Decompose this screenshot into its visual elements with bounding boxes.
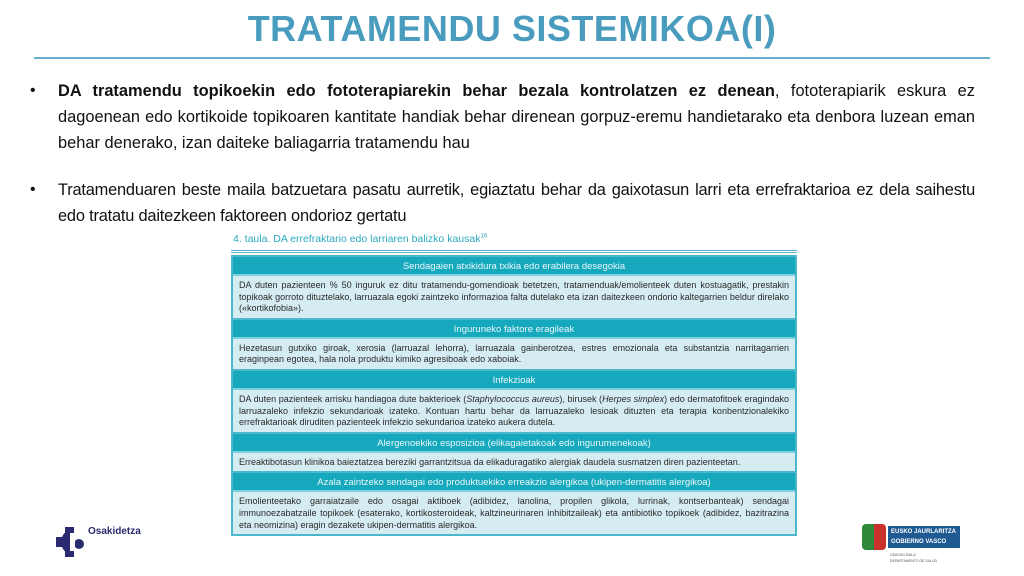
gobierno-vasco-logo [862, 522, 972, 570]
table-caption-text: 4. taula. DA errefraktario edo larriaren balizko kausak [233, 233, 481, 245]
body-text: DA duten pazienteek arrisku handiagoa dute bakterioek ( [239, 393, 467, 404]
bullet-list [30, 78, 975, 229]
table-section-heading: Sendagaien atxikidura txikia edo erabilera desegokia [233, 257, 795, 276]
gv-department [890, 552, 937, 564]
bullet-bold-text: DA tratamendu topikoekin edo fototerapiarekin behar bezala kontrolatzen ez denean [58, 82, 775, 100]
table-section-heading: Inguruneko faktore eragileak [233, 320, 795, 339]
gobierno-vasco-band [888, 526, 960, 548]
osakidetza-cross-icon [56, 527, 86, 557]
bullet-item [30, 177, 975, 229]
table-section-heading: Azala zaintzeko sendagai edo produktuekiko erreakzio alergikoa (ukipen-dermatitis alergikoa) [233, 473, 795, 492]
table-section-body: DA duten pazienteen % 50 inguruk ez ditu tratamendu-gomendioak betetzen, tratamenduak/emolienteek duten kostuagatik, prestakin topikoak gorroto dituztelako, larruazala egoki zaintzeko informazioa falta dutelako eta izan daitezkeen ondorio kaltegarrien beldur direlako («kortikofobia»). [233, 276, 795, 320]
table-section-body: Emolienteetako garraiatzaile edo osagai aktiboek (adibidez, lanolina, propilen glikola, lurrinak, kontserbanteak) sendagai immunoezabatzaile topikoek (esaterako, kortikosteroideak, kaltzineurinaren inhibitzaileak) eta antibiotiko topikoek (adibidez, bazitrazina eta neomizina) eragin dezakete ukipen-dermatitis alergikoa. [233, 492, 795, 534]
table-caption-reference: 16 [480, 233, 488, 240]
gv-line-1: EUSKO JAURLARITZA [891, 529, 957, 535]
gv-sub-2: DEPARTAMENTO DE SALUD [890, 559, 938, 563]
osakidetza-wordmark: Osakidetza [88, 526, 141, 537]
bullet-icon: • [30, 82, 36, 99]
table-section-body: Erreaktibotasun klinikoa baieztatzea bereziki garrantzitsua da elikaduragatiko alergiak daudela susmatzen diren pazienteetan. [233, 453, 795, 474]
table-section-heading: Infekzioak [233, 371, 795, 390]
bullet-item [30, 78, 975, 156]
causes-table [231, 255, 797, 536]
caption-divider [231, 250, 797, 253]
bullet-text: , fototerapiarik eskura ez dagoenean edo kortikoide topikoaren kantitate handiak behar direnean gorpuz-eremu handietarako eta denbora luzean eman behar denerako, izan daiteke baliagarria tratamendu hau [58, 82, 975, 152]
causes-table-figure [231, 233, 797, 536]
table-section-heading: Alergenoekiko esposizioa (elikagaietakoak edo ingurumenekoak) [233, 434, 795, 453]
body-text: ), birusek ( [559, 393, 603, 404]
table-section-body [233, 390, 795, 434]
gv-line-2: GOBIERNO VASCO [891, 539, 947, 545]
slide-title: TRATAMENDU SISTEMIKOA(I) [247, 8, 777, 49]
title-divider [34, 57, 990, 59]
gv-sub-1: OSASUN SAILA [890, 553, 916, 557]
species-name: Herpes simplex [602, 393, 665, 404]
bullet-icon: • [30, 181, 36, 198]
coat-of-arms-icon [862, 524, 886, 550]
species-name: Staphylococcus aureus [466, 393, 560, 404]
table-caption [233, 233, 797, 245]
bullet-text: Tratamenduaren beste maila batzuetara pasatu aurretik, egiaztatu behar da gaixotasun larri eta errefraktarioa ez dela saihestu edo tratatu daitezkeen faktoreen ondorioz gertatu [58, 181, 975, 225]
osakidetza-logo [56, 525, 156, 559]
body-text: ) edo dermatofitoek eragindako larruazaleko infekzio sekundarioak izateko. Kontuan hartu behar da larruazaleko lesioak dituzten eta terapia konbentzionalekiko errefraktarioak diruditen pazienteek infekzio sekundarioa izateko aukera dutela. [239, 393, 789, 428]
table-section-body: Hezetasun gutxiko giroak, xerosia (larruazal lehorra), larruazala gainberotzea, estres emozionala eta substantzia narritagarrien eraginpean egotea, hala nola produktu kimiko agresiboak edo xaboiak. [233, 339, 795, 371]
